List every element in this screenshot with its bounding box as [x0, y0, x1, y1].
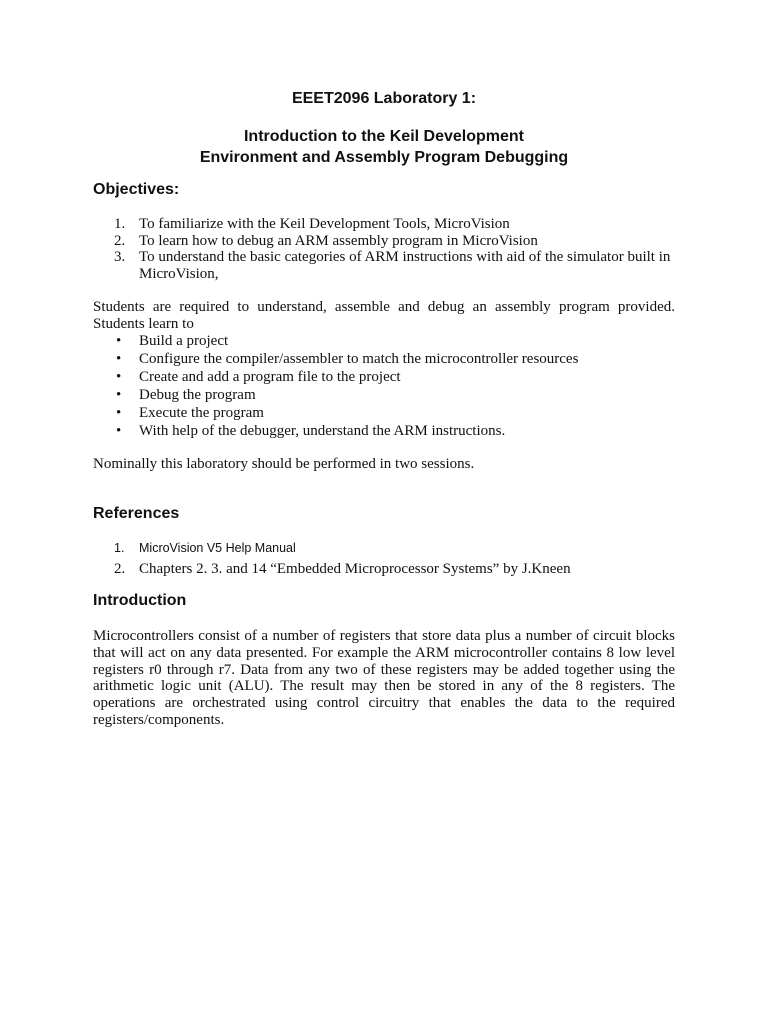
reference-text: Chapters 2. 3. and 14 “Embedded Microprocessor Systems” by J.Kneen: [139, 561, 571, 577]
objective-number: 1.: [114, 216, 126, 232]
list-item-text: Configure the compiler/assembler to match the microcontroller resources: [139, 350, 579, 367]
document-title-line-1: EEET2096 Laboratory 1:: [291, 90, 477, 107]
students-paragraph: Students are required to understand, assemble and debug an assembly program provided. Students learn to: [93, 299, 675, 332]
sessions-paragraph: Nominally this laboratory should be performed in two sessions.: [93, 456, 475, 472]
objectives-list: [93, 216, 675, 282]
objective-number: 2.: [114, 232, 126, 249]
document-title-line-2: Introduction to the Keil Development: [243, 128, 524, 145]
list-item-text: With help of the debugger, understand the ARM instructions.: [139, 422, 506, 439]
list-item: [93, 369, 675, 387]
list-item: [93, 405, 675, 423]
objective-item: [93, 233, 675, 250]
list-item: [93, 387, 675, 405]
reference-number: 2.: [114, 561, 126, 577]
objective-item: [93, 249, 675, 282]
reference-item: [93, 538, 675, 559]
list-item: [93, 333, 675, 351]
bullet-icon: •: [116, 333, 122, 349]
objectives-heading: Objectives:: [93, 181, 180, 198]
bullet-icon: •: [116, 422, 122, 439]
list-item-text: Debug the program: [139, 386, 256, 403]
bullet-icon: •: [116, 386, 122, 403]
objective-text: To understand the basic categories of ARM instructions with aid of the simulator built in MicroVision,: [139, 249, 671, 282]
reference-item: [93, 559, 675, 580]
objective-text: To familiarize with the Keil Development Tools, MicroVision: [139, 216, 510, 232]
references-heading: References: [93, 505, 180, 522]
objective-number: 3.: [114, 249, 126, 265]
objective-text: To learn how to debug an ARM assembly program in MicroVision: [139, 232, 538, 249]
references-list: [93, 538, 675, 580]
list-item: [93, 351, 675, 369]
document-title-line-3: Environment and Assembly Program Debugging: [199, 149, 569, 166]
list-item-text: Create and add a program file to the project: [139, 368, 401, 385]
objective-item: [93, 216, 675, 233]
reference-text: MicroVision V5 Help Manual: [139, 541, 296, 555]
reference-number: 1.: [114, 541, 125, 555]
bullet-icon: •: [116, 404, 122, 421]
learn-list: [93, 333, 675, 440]
list-item-text: Execute the program: [139, 404, 264, 421]
introduction-heading: Introduction: [93, 592, 187, 609]
bullet-icon: •: [116, 368, 122, 385]
bullet-icon: •: [116, 350, 122, 367]
introduction-paragraph: Microcontrollers consist of a number of registers that store data plus a number of circuit blocks that will act on any data presented. For example the ARM microcontroller contains 8 low level registers r0 through r7. Data from any two of these registers may be added together using the arithmetic logic unit (ALU). The result may then be stored in any of the 8 registers. The operations are orchestrated using control circuitry that enables the data to the required registers/components.: [93, 628, 675, 728]
list-item: [93, 423, 675, 441]
list-item-text: Build a project: [139, 333, 229, 349]
